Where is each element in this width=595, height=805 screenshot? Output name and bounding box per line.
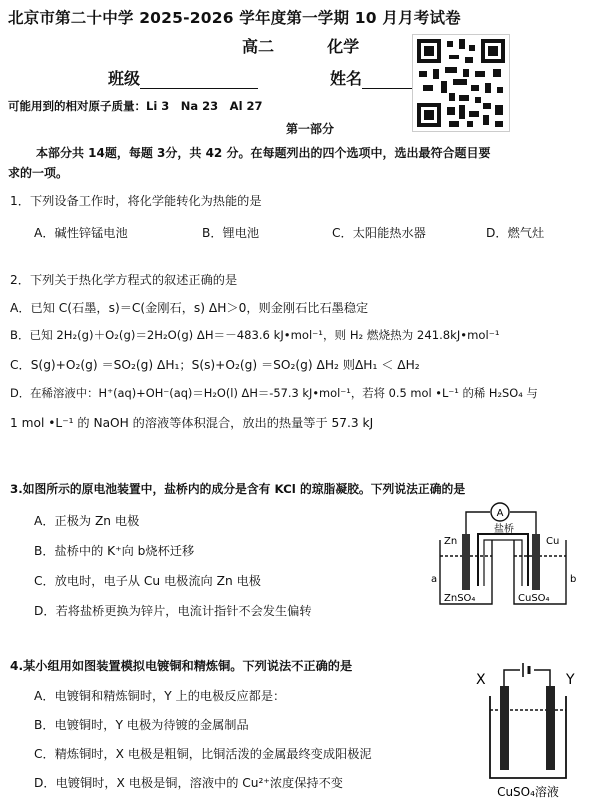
galvanic-cell-figure (428, 500, 580, 608)
znso4-label: ZnSO₄ (444, 593, 476, 604)
solution-label: CuSO₄溶液 (497, 785, 559, 799)
q4-option-c: C．精炼铜时，X 电极是粗铜，比铜活泼的金属最终变成阳极泥 (34, 747, 372, 761)
electrode-x (500, 686, 509, 770)
electrode-y (546, 686, 555, 770)
qr-code-image (413, 35, 509, 131)
cu-electrode (532, 534, 540, 590)
grade-label: 高二 (242, 37, 275, 56)
exam-title: 北京市第二十中学 2025-2026 学年度第一学期 10 月月考试卷 (8, 9, 461, 27)
zn-electrode (462, 534, 470, 590)
salt-bridge-inner (484, 540, 522, 586)
q3-option-a: A．正极为 Zn 电极 (34, 514, 140, 528)
q3-option-d: D．若将盐桥更换为锌片，电流计指针不会发生偏转 (34, 604, 312, 618)
atomic-masses: 可能用到的相对原子质量：Li 3 Na 23 Al 27 (8, 99, 263, 113)
electrolysis-figure (468, 660, 586, 802)
cu-label: Cu (546, 536, 560, 547)
class-field (108, 66, 258, 89)
q4-option-b: B．电镀铜时，Y 电极为待镀的金属制品 (34, 718, 249, 732)
beaker-b-label: b (570, 574, 577, 585)
q4-stem: 4.某小组用如图装置模拟电镀铜和精炼铜。下列说法不正确的是 (10, 659, 353, 673)
ammeter-label: A (496, 508, 504, 519)
part1-instructions-line1: 本部分共 14题，每题 3分，共 42 分。在每题列出的四个选项中，选出最符合题目要 (36, 146, 491, 160)
q2-stem: 2．下列关于热化学方程式的叙述正确的是 (10, 273, 238, 287)
qr-code (412, 34, 510, 132)
q3-option-b: B．盐桥中的 K⁺向 b烧杯迁移 (34, 544, 195, 558)
q3-stem: 3.如图所示的原电池装置中，盐桥内的成分是含有 KCl 的琼脂凝胶。下列说法正确的是 (10, 482, 466, 496)
beaker-a-label: a (431, 574, 438, 585)
salt-bridge-outer (478, 534, 528, 586)
q1-option-c: C．太阳能热水器 (332, 226, 426, 240)
name-label: 姓名 (330, 69, 363, 88)
electrode-y-label: Y (566, 672, 575, 688)
part1-title: 第一部分 (286, 122, 335, 136)
q1-option-a: A．碱性锌锰电池 (34, 226, 128, 240)
wire-left (466, 512, 490, 534)
class-label: 班级 (108, 69, 141, 88)
grade-subject (242, 34, 359, 57)
q4-option-d: D．电镀铜时，X 电极是铜，溶液中的 Cu²⁺浓度保持不变 (34, 776, 343, 790)
subject-label: 化学 (327, 37, 360, 56)
q1-option-d: D．燃气灶 (486, 226, 545, 240)
q1-option-b: B．锂电池 (202, 226, 260, 240)
part1-instructions-line2: 求的一项。 (8, 166, 69, 180)
electrode-x-label: X (476, 672, 486, 688)
q3-option-c: C．放电时，电子从 Cu 电极流向 Zn 电极 (34, 574, 261, 588)
q2-option-a: A．已知 C(石墨，s)＝C(金刚石，s) ΔH＞0，则金刚石比石墨稳定 (10, 301, 369, 315)
zn-label: Zn (444, 536, 458, 547)
q4-option-a: A．电镀铜和精炼铜时，Y 上的电极反应都是： (34, 689, 286, 703)
q2-option-d-line1: D．在稀溶液中：H⁺(aq)+OH⁻(aq)＝H₂O(l) ΔH＝-57.3 kJ•mol⁻¹，若将 0.5 mol •L⁻¹ 的稀 H₂SO₄ 与 (10, 386, 538, 400)
name-blank (362, 74, 412, 89)
cuso4-label: CuSO₄ (518, 593, 550, 604)
class-blank (140, 74, 258, 89)
salt-bridge-label: 盐桥 (494, 524, 514, 535)
q2-option-b: B．已知 2H₂(g)＋O₂(g)＝2H₂O(g) ΔH＝－483.6 kJ•mol⁻¹，则 H₂ 燃烧热为 241.8kJ•mol⁻¹ (10, 328, 500, 342)
name-field (330, 66, 412, 89)
q1-stem: 1．下列设备工作时，将化学能转化为热能的是 (10, 194, 262, 208)
q2-option-d-line2: 1 mol •L⁻¹ 的 NaOH 的溶液等体积混合，放出的热量等于 57.3 kJ (10, 416, 374, 430)
q2-option-c: C．S(g)+O₂(g) ＝SO₂(g) ΔH₁；S(s)+O₂(g) ＝SO₂(g) ΔH₂ 则ΔH₁ ＜ ΔH₂ (10, 358, 420, 372)
